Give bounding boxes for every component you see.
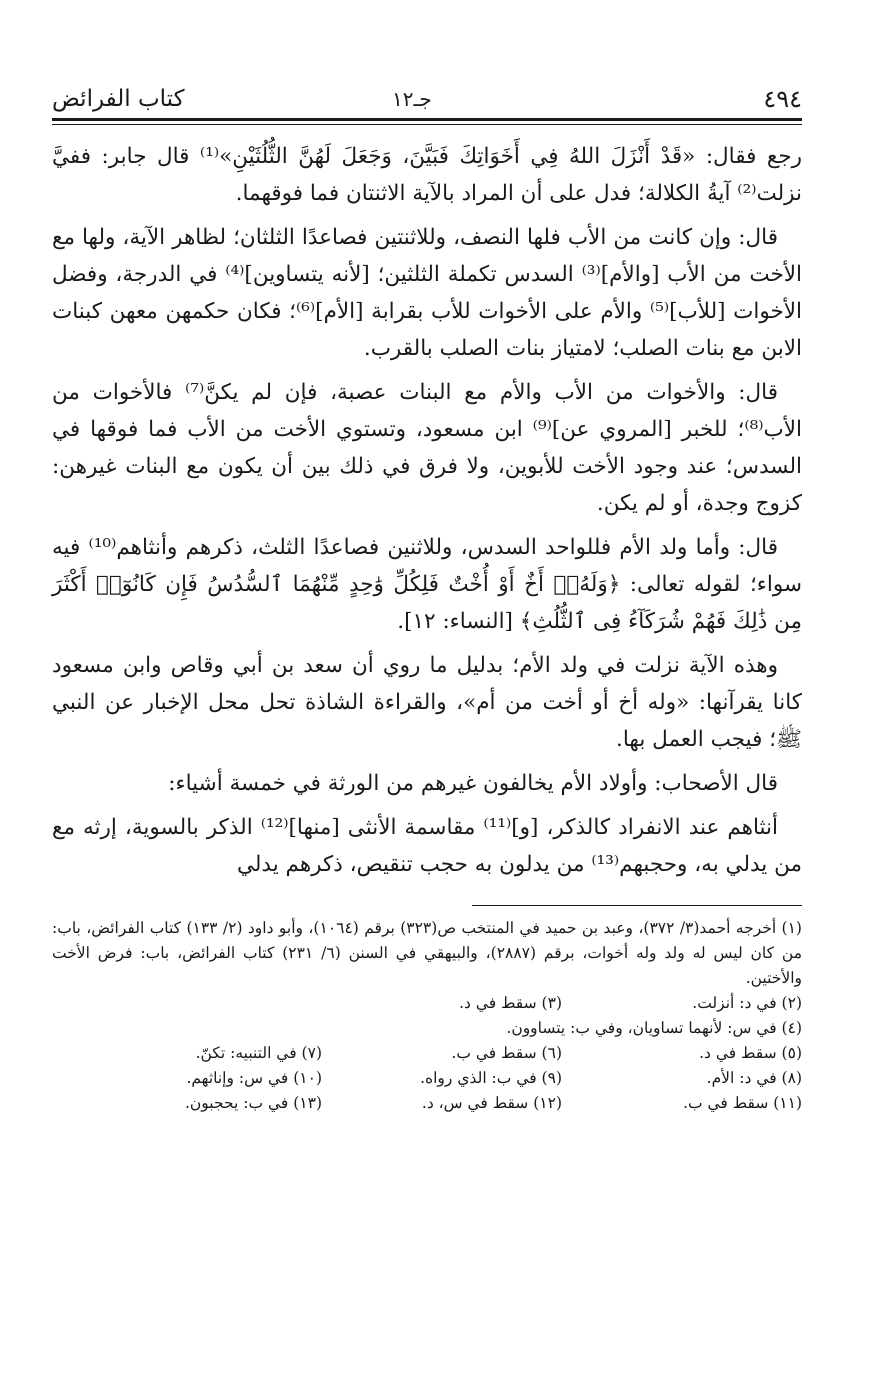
footnote: (١١) سقط في ب. bbox=[683, 1094, 802, 1112]
footnote: (٢) في د: أنزلت. bbox=[692, 994, 802, 1012]
footnote: (٣) سقط في د. bbox=[459, 994, 562, 1012]
footnote-row bbox=[52, 991, 802, 1016]
volume-label: جـ١٢ bbox=[392, 87, 432, 111]
footnote-row bbox=[52, 1041, 802, 1066]
paragraph: وهذه الآية نزلت في ولد الأم؛ بدليل ما روي أن سعد بن أبي وقاص وابن مسعود كانا يقرآنها: «وله أخ أو أخت من أم»، والقراءة الشاذة تحل محل الإخبار عن النبي ﷺ؛ فيجب العمل بها. bbox=[52, 653, 802, 752]
footnote: (١٢) سقط في س، د. bbox=[421, 1094, 562, 1112]
paragraph: قال: وأما ولد الأم فللواحد السدس، وللاثنين فصاعدًا الثلث، ذكرهم وأنثاهم⁽¹⁰⁾ فيه سواء؛ لقوله تعالى: ﴿وَلَهُۥٓ أَخٌ أَوْ أُخْتٌ فَلِكُلِّ وَٰحِدٍ مِّنْهُمَا ٱلسُّدُسُ فَإِن كَانُوٓا۟ أَكْثَرَ مِن ذَٰلِكَ فَهُمْ شُرَكَآءُ فِى ٱلثُّلُثِ﴾ [النساء: ١٢]. bbox=[52, 535, 802, 634]
paragraph: قال: والأخوات من الأب والأم مع البنات عصبة، فإن لم يكنَّ⁽⁷⁾ فالأخوات من الأب⁽⁸⁾؛ للخبر [المروي عن]⁽⁹⁾ ابن مسعود، وتستوي الأخت من الأب فما فوقها في السدس؛ عند وجود الأخت للأبوين، ولا فرق في ذلك بين أن يكون مع البنات غيرهن: كزوج وجدة، أو لم يكن. bbox=[52, 380, 802, 516]
paragraph: قال: وإن كانت من الأب فلها النصف، وللاثنتين فصاعدًا الثلثان؛ لظاهر الآية، ولها مع الأخت من الأب [والأم]⁽³⁾ السدس تكملة الثلثين؛ [لأنه يتساوين]⁽⁴⁾ في الدرجة، وفضل الأخوات [للأب]⁽⁵⁾ والأم على الأخوات للأب بقرابة [الأم]⁽⁶⁾؛ فكان حكمهن معهن كبنات الابن مع بنات الصلب؛ لامتياز بنات الصلب بالقرب. bbox=[52, 225, 803, 361]
footnote: (١٣) في ب: يحجبون. bbox=[184, 1094, 322, 1112]
footnote: (٨) في د: الأم. bbox=[706, 1069, 802, 1087]
footnote: (٩) في ب: الذي رواه. bbox=[420, 1069, 562, 1087]
page-header bbox=[52, 60, 802, 120]
paragraph: رجع فقال: «قَدْ أَنْزَلَ اللهُ فِي أَخَوَاتِكَ فَبَيَّنَ، وَجَعَلَ لَهُنَّ الثُّلُثَيْنِ»⁽¹⁾ قال جابر: ففيَّ نزلت⁽²⁾ آيةُ الكلالة؛ فدل على أن المراد بالآية الاثنتان فما فوقهما. bbox=[52, 144, 802, 206]
footnote: (٥) سقط في د. bbox=[699, 1044, 802, 1062]
footnote: (١٠) في س: وإناثهم. bbox=[186, 1069, 322, 1087]
footnote-row bbox=[52, 1066, 802, 1091]
footnote: (٤) في س: لأنهما تساويان، وفي ب: يتساوون. bbox=[506, 1019, 802, 1037]
book-page bbox=[52, 60, 802, 1116]
footnote-separator bbox=[472, 905, 802, 906]
header-rule-thin bbox=[52, 124, 802, 125]
book-title: كتاب الفرائض bbox=[52, 86, 185, 112]
footnotes bbox=[52, 916, 802, 1116]
footnote-row bbox=[52, 1091, 802, 1116]
footnote: (١) أخرجه أحمد(٣/ ٣٧٢)، وعبد بن حميد في المنتخب ص(٣٢٣) برقم (١٠٦٤)، وأبو داود (٢/ ١٣٣) كتاب الفرائض، باب: من كان ليس له ولد وله أخوات، برقم (٢٨٨٧)، والبيهقي في السنن (٦/ ٢٣١) كتاب الفرائض، باب: فرض الأخت والأختين. bbox=[52, 919, 802, 987]
paragraph: قال الأصحاب: وأولاد الأم يخالفون غيرهم من الورثة في خمسة أشياء: bbox=[168, 771, 778, 796]
header-rule-thick bbox=[52, 118, 802, 121]
footnote: (٧) في التنبيه: تكنّ. bbox=[195, 1044, 322, 1062]
footnote: (٦) سقط في ب. bbox=[451, 1044, 562, 1062]
main-text bbox=[52, 138, 802, 883]
page-number: ٤٩٤ bbox=[763, 85, 802, 113]
paragraph: أنثاهم عند الانفراد كالذكر، [و]⁽¹¹⁾ مقاسمة الأنثى [منها]⁽¹²⁾ الذكر بالسوية، إرثه مع من يدلي به، وحجبهم⁽¹³⁾ من يدلون به حجب تنقيص، ذكرهم يدلي bbox=[52, 815, 802, 877]
footnote-row bbox=[52, 1016, 802, 1041]
